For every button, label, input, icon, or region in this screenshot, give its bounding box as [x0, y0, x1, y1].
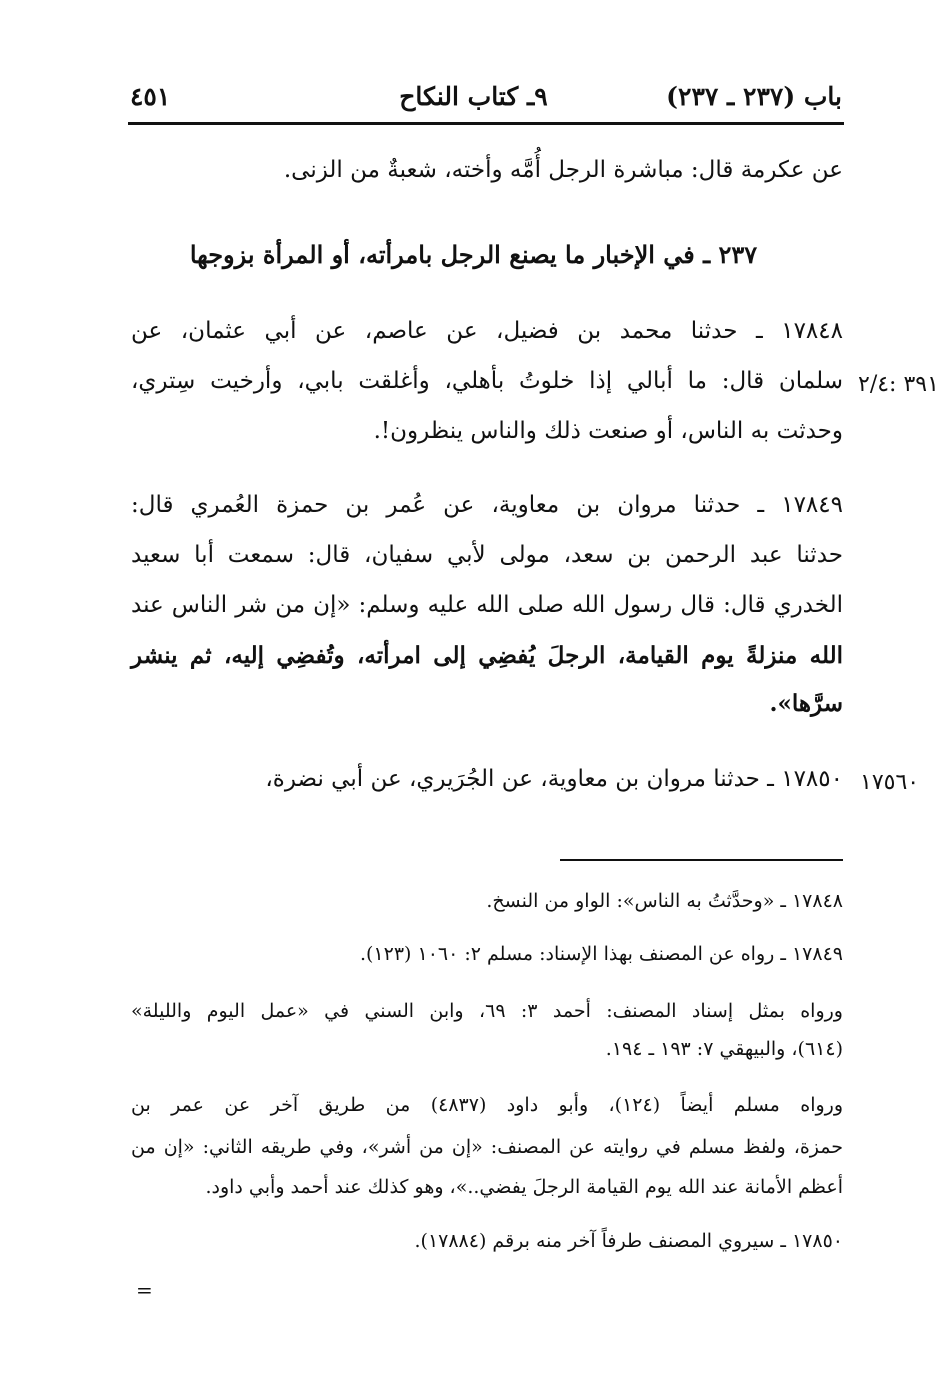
- footnote-17848: ١٧٨٤٨ ـ «وحدَّثتُ به الناس»: الواو من النسخ.: [486, 890, 843, 912]
- margin-reference: ٣٩١ :٢/٤: [858, 372, 939, 397]
- book-title: ٩ـ كتاب النكاح: [399, 82, 548, 111]
- hadith-17848-line-1: ١٧٨٤٨ ـ حدثنا محمد بن فضيل، عن عاصم، عن أبي عثمان، عن: [131, 318, 843, 344]
- chapter-heading: ٢٣٧ ـ في الإخبار ما يصنع الرجل بامرأته، أو المرأة بزوجها: [189, 240, 758, 269]
- footnote-17850: ١٧٨٥٠ ـ سيروي المصنف طرفاً آخر منه برقم (١٧٨٨٤).: [414, 1230, 843, 1252]
- hadith-17848-line-2: سلمان قال: ما أبالي إذا خلوتُ بأهلي، وأغلقت بابي، وأرخيت سِتري،: [131, 368, 843, 394]
- footnote-line: أعظم الأمانة عند الله يوم القيامة الرجلَ يفضي..»، وهو كذلك عند أحمد وأبي داود.: [205, 1176, 843, 1198]
- hadith-17849-line-2: حدثنا عبد الرحمن بن سعد، مولى لأبي سفيان، قال: سمعت أبا سعيد: [131, 542, 843, 568]
- footnote-line: (٦١٤)، والبيهقي ٧: ١٩٣ ـ ١٩٤.: [605, 1038, 843, 1060]
- hadith-17849-line-3: الخدري قال: قال رسول الله صلى الله عليه وسلم: «إن من شر الناس عند: [131, 592, 843, 618]
- intro-line: عن عكرمة قال: مباشرة الرجل أُمَّه وأخته، شعبةٌ من الزنى.: [283, 157, 843, 183]
- footnote-line: ورواه مسلم أيضاً (١٢٤)، وأبو داود (٤٨٣٧) من طريق آخر عن عمر بن: [131, 1094, 843, 1116]
- hadith-17850-line-1: ١٧٨٥٠ ـ حدثنا مروان بن معاوية، عن الجُرَيري، عن أبي نضرة،: [265, 766, 843, 792]
- hadith-17849-line-4: الله منزلةً يوم القيامة، الرجلَ يُفضِي إلى امرأته، وتُفضِي إليه، ثم ينشر: [131, 642, 843, 669]
- hadith-17848-line-3: وحدثت به الناس، أو صنعت ذلك والناس ينظرون!.: [373, 418, 843, 444]
- hadith-17849-line-1: ١٧٨٤٩ ـ حدثنا مروان بن معاوية، عن عُمر بن حمزة العُمري قال:: [131, 492, 843, 518]
- hadith-17849-line-5: سرَّها».: [769, 690, 843, 717]
- chapter-range: باب (٢٣٧ ـ ٢٣٧): [666, 82, 842, 111]
- footnote-line: حمزة، ولفظ مسلم في روايته عن المصنف: «إن من أشر»، وفي طريقه الثاني: «إن من: [131, 1136, 843, 1158]
- page-number: ٤٥١: [130, 82, 171, 111]
- continuation-mark: =: [136, 1278, 153, 1302]
- header-rule: [128, 122, 844, 125]
- margin-reference-2: ١٧٥٦٠: [860, 770, 920, 795]
- footnote-17849: ١٧٨٤٩ ـ رواه عن المصنف بهذا الإسناد: مسلم ٢: ١٠٦٠ (١٢٣).: [359, 943, 843, 965]
- footnote-rule: [560, 859, 843, 861]
- footnote-line: ورواه بمثل إسناد المصنف: أحمد ٣: ٦٩، وابن السني في «عمل اليوم والليلة»: [131, 1000, 843, 1022]
